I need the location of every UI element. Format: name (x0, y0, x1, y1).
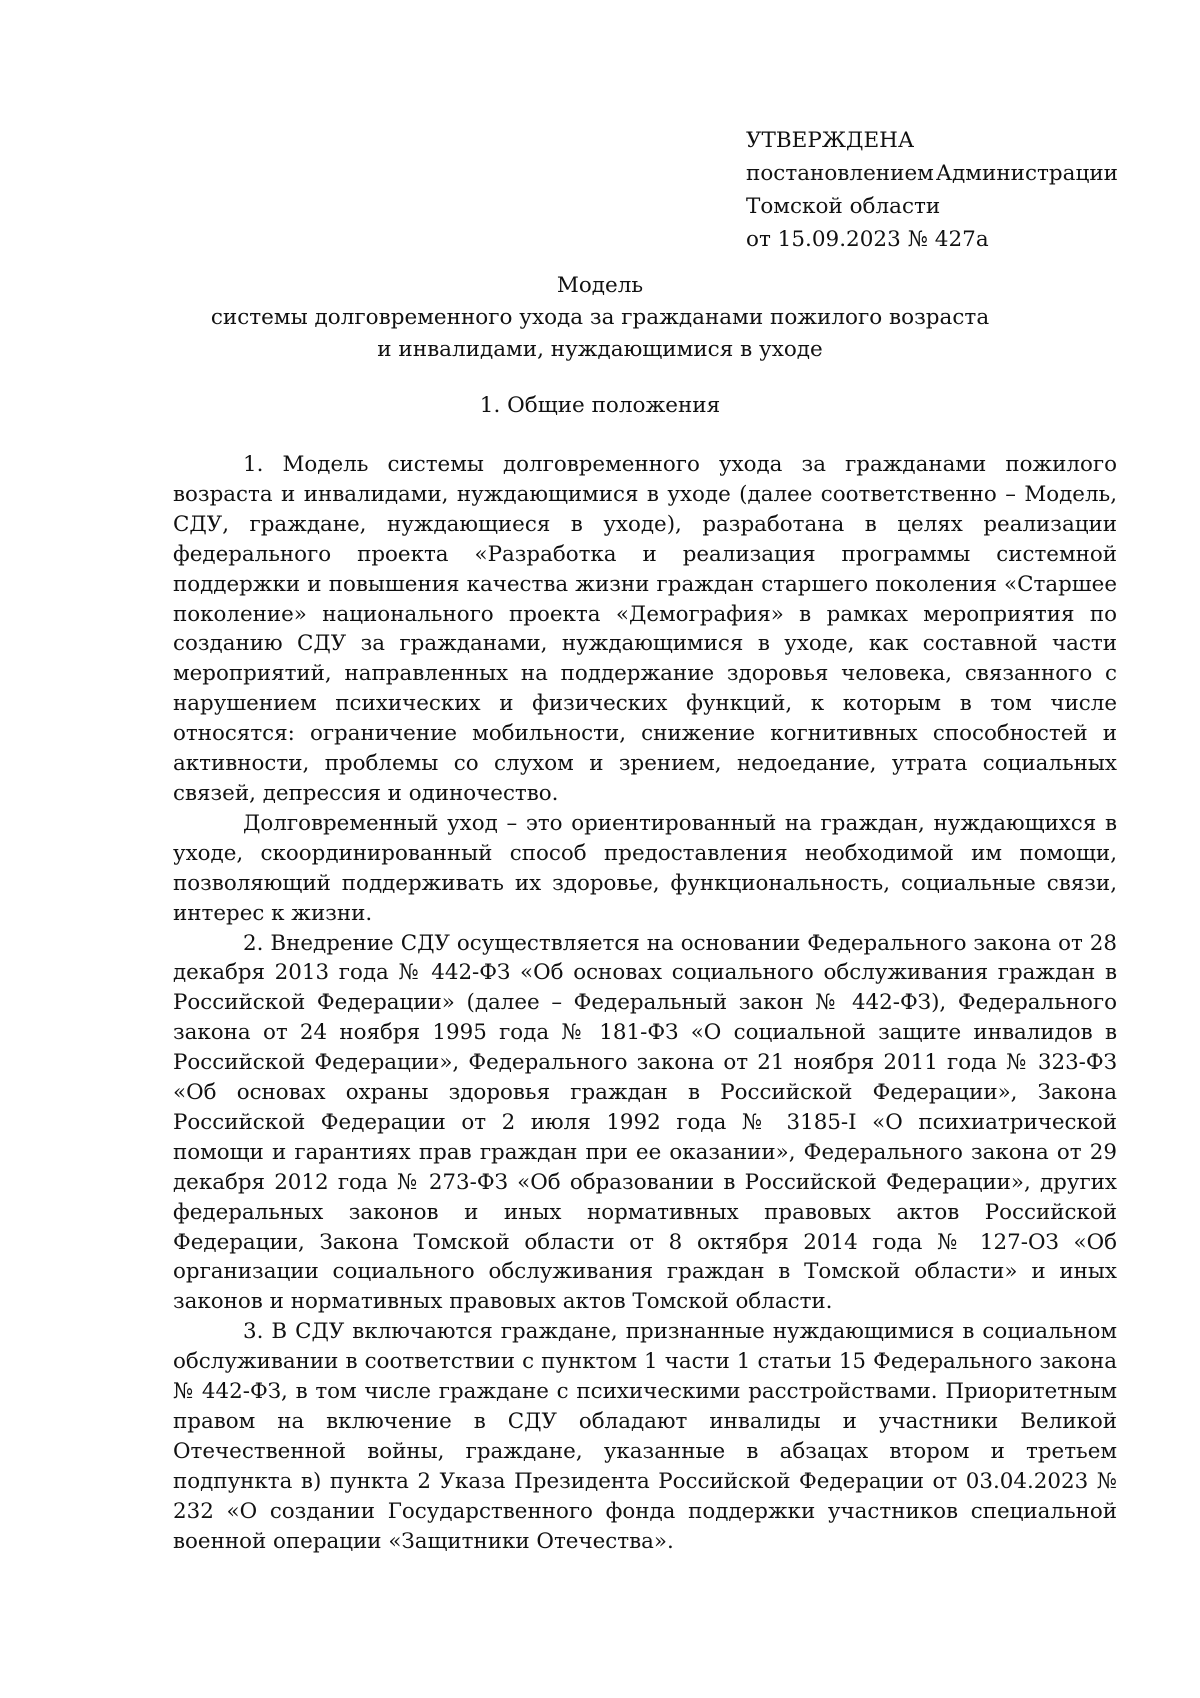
approval-heading: УТВЕРЖДЕНА (746, 128, 915, 153)
document-title (130, 270, 1070, 366)
title-line-1: Модель (556, 273, 644, 298)
title-line-3: и инвалидами, нуждающимися в уходе (377, 337, 823, 362)
approval-stamp-block (746, 124, 1118, 256)
paragraph-4: 3. В СДУ включаются граждане, признанные нуждающимися в социальном обслуживании в соответствии с пунктом 1 части 1 статьи 15 Федерального закона № 442-ФЗ, в том числе граждане с психическими расстройствами. Приоритетным правом на включение в СДУ обладают инвалиды и участники Великой Отечественной войны, граждане, указанные в абзацах втором и третьем подпункта в) пункта 2 Указа Президента Российской Федерации от 03.04.2023 № 232 «О создании Государственного фонда поддержки участников специальной военной операции «Защитники Отечества». (173, 1319, 1117, 1554)
section-heading: 1. Общие положения (479, 393, 721, 418)
approval-date-number: от 15.09.2023 № 427а (746, 227, 989, 252)
approval-issuer-right: Администрации (935, 161, 1118, 186)
paragraph-3: 2. Внедрение СДУ осуществляется на основании Федерального закона от 28 декабря 2013 года № 442-ФЗ «Об основах социального обслуживания граждан в Российской Федерации» (далее – Федеральный закон № 442-ФЗ), Федерального закона от 24 ноября 1995 года № 181-ФЗ «О социальной защите инвалидов в Российской Федерации», Федерального закона от 21 ноября 2011 года № 323-ФЗ «Об основах охраны здоровья граждан в Российской Федерации», Закона Российской Федерации от 2 июля 1992 года № 3185-I «О психиатрической помощи и гарантиях прав граждан при ее оказании», Федерального закона от 29 декабря 2012 года № 273-ФЗ «Об образовании в Российской Федерации», других федеральных законов и иных нормативных правовых актов Российской Федерации, Закона Томской области от 8 октября 2014 года № 127-ОЗ «Об организации социального обслуживания граждан в Томской области» и иных законов и нормативных правовых актов Томской области. (173, 930, 1117, 1315)
approval-issuer-left: постановлением (746, 161, 934, 186)
document-body (173, 450, 1117, 1557)
paragraph-1: 1. Модель системы долговременного ухода за гражданами пожилого возраста и инвалидами, нуждающимися в уходе (далее соответственно – Модель, СДУ, граждане, нуждающиеся в уходе), разработана в целях реализации федерального проекта «Разработка и реализация программы системной поддержки и повышения качества жизни граждан старшего поколения «Старшее поколение» национального проекта «Демография» в рамках мероприятия по созданию СДУ за гражданами, нуждающимися в уходе, как составной части мероприятий, направленных на поддержание здоровья человека, связанного с нарушением психических и физических функций, к которым в том числе относятся: ограничение мобильности, снижение когнитивных способностей и активности, проблемы со слухом и зрением, недоедание, утрата социальных связей, депрессия и одиночество. (173, 452, 1117, 806)
paragraph-2: Долговременный уход – это ориентированный на граждан, нуждающихся в уходе, скоординированный способ предоставления необходимой им помощи, позволяющий поддерживать их здоровье, функциональность, социальные связи, интерес к жизни. (173, 810, 1117, 926)
title-line-2: системы долговременного ухода за гражданами пожилого возраста (210, 305, 990, 330)
approval-issuer-line (746, 157, 1118, 190)
approval-region: Томской области (746, 194, 941, 219)
